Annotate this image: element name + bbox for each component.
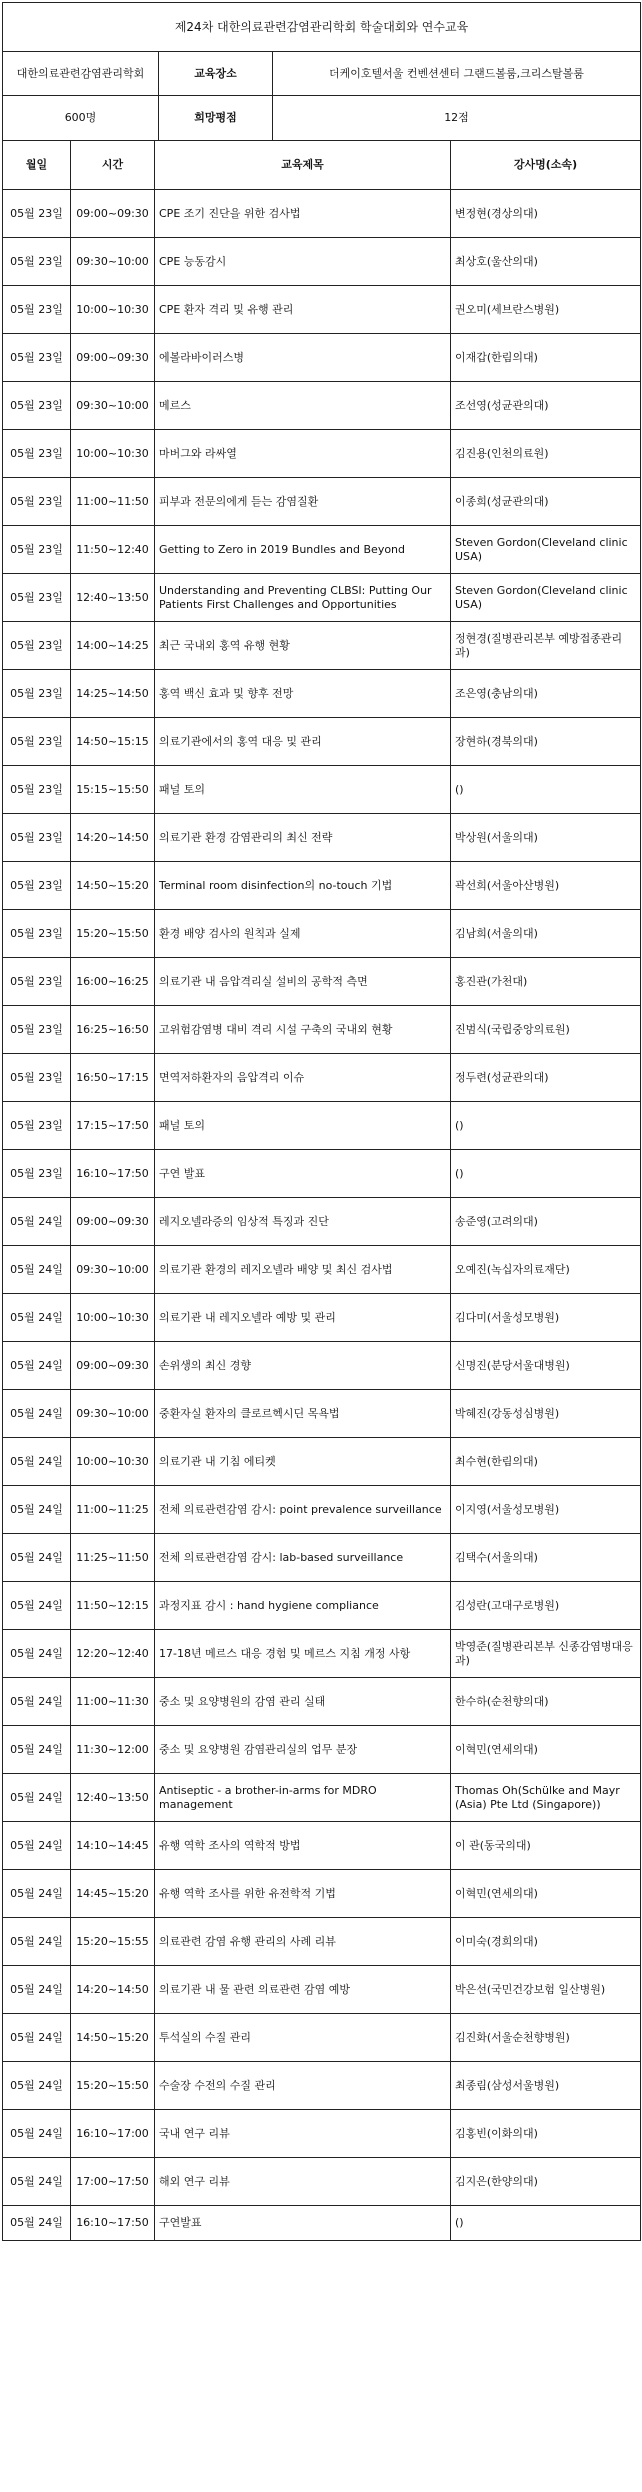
cell-lecturer: 최종림(삼성서울병원) bbox=[451, 2062, 641, 2110]
cell-lecturer: 김진용(인천의료원) bbox=[451, 430, 641, 478]
cell-subject: 국내 연구 리뷰 bbox=[155, 2110, 451, 2158]
table-row bbox=[3, 1438, 641, 1486]
cell-lecturer: 홍진관(가천대) bbox=[451, 958, 641, 1006]
cell-lecturer: 이종희(성균관의대) bbox=[451, 478, 641, 526]
table-row bbox=[3, 1678, 641, 1726]
cell-time: 14:50~15:20 bbox=[71, 862, 155, 910]
cell-subject: 의료기관 환경 감염관리의 최신 전략 bbox=[155, 814, 451, 862]
cell-lecturer: 김남희(서울의대) bbox=[451, 910, 641, 958]
organizer: 대한의료관련감염관리학회 bbox=[3, 52, 159, 96]
cell-lecturer: 한수하(순천향의대) bbox=[451, 1678, 641, 1726]
table-row bbox=[3, 382, 641, 430]
cell-time: 10:00~10:30 bbox=[71, 1294, 155, 1342]
cell-time: 09:30~10:00 bbox=[71, 1246, 155, 1294]
column-header-time: 시간 bbox=[71, 141, 155, 190]
cell-time: 10:00~10:30 bbox=[71, 1438, 155, 1486]
table-row bbox=[3, 286, 641, 334]
cell-lecturer: 이미숙(경희의대) bbox=[451, 1918, 641, 1966]
cell-subject: 환경 배양 검사의 원칙과 실제 bbox=[155, 910, 451, 958]
cell-lecturer: Steven Gordon(Cleveland clinic USA) bbox=[451, 526, 641, 574]
cell-time: 16:25~16:50 bbox=[71, 1006, 155, 1054]
column-header-date: 월일 bbox=[3, 141, 71, 190]
cell-subject: 17-18년 메르스 대응 경험 및 메르스 지침 개정 사항 bbox=[155, 1630, 451, 1678]
cell-subject: CPE 환자 격리 및 유행 관리 bbox=[155, 286, 451, 334]
cell-date: 05월 23일 bbox=[3, 622, 71, 670]
cell-lecturer: 이지영(서울성모병원) bbox=[451, 1486, 641, 1534]
table-row bbox=[3, 670, 641, 718]
cell-time: 09:00~09:30 bbox=[71, 190, 155, 238]
table-row bbox=[3, 1870, 641, 1918]
table-row bbox=[3, 814, 641, 862]
cell-date: 05월 24일 bbox=[3, 1630, 71, 1678]
cell-date: 05월 24일 bbox=[3, 1534, 71, 1582]
cell-subject: 에볼라바이러스병 bbox=[155, 334, 451, 382]
cell-date: 05월 24일 bbox=[3, 1870, 71, 1918]
cell-date: 05월 23일 bbox=[3, 430, 71, 478]
cell-time: 16:50~17:15 bbox=[71, 1054, 155, 1102]
points: 12점 bbox=[273, 96, 641, 141]
cell-date: 05월 23일 bbox=[3, 766, 71, 814]
cell-lecturer: 박상원(서울의대) bbox=[451, 814, 641, 862]
schedule-table bbox=[2, 140, 641, 2241]
cell-subject: 해외 연구 리뷰 bbox=[155, 2158, 451, 2206]
cell-date: 05월 24일 bbox=[3, 1486, 71, 1534]
cell-time: 15:15~15:50 bbox=[71, 766, 155, 814]
cell-lecturer: 변정현(경상의대) bbox=[451, 190, 641, 238]
cell-subject: 레지오넬라증의 임상적 특징과 진단 bbox=[155, 1198, 451, 1246]
cell-date: 05월 23일 bbox=[3, 238, 71, 286]
cell-lecturer: 김성란(고대구로병원) bbox=[451, 1582, 641, 1630]
cell-lecturer: 이혁민(연세의대) bbox=[451, 1870, 641, 1918]
cell-date: 05월 23일 bbox=[3, 526, 71, 574]
cell-subject: 의료기관 내 레지오넬라 예방 및 관리 bbox=[155, 1294, 451, 1342]
cell-date: 05월 24일 bbox=[3, 2158, 71, 2206]
cell-subject: 과정지표 감시 : hand hygiene compliance bbox=[155, 1582, 451, 1630]
cell-time: 14:00~14:25 bbox=[71, 622, 155, 670]
cell-time: 16:00~16:25 bbox=[71, 958, 155, 1006]
table-row bbox=[3, 766, 641, 814]
cell-lecturer: () bbox=[451, 766, 641, 814]
cell-lecturer: 곽선희(서울아산병원) bbox=[451, 862, 641, 910]
cell-date: 05월 24일 bbox=[3, 2206, 71, 2241]
cell-date: 05월 24일 bbox=[3, 1198, 71, 1246]
cell-date: 05월 24일 bbox=[3, 1582, 71, 1630]
cell-time: 11:00~11:30 bbox=[71, 1678, 155, 1726]
cell-time: 12:40~13:50 bbox=[71, 574, 155, 622]
table-row bbox=[3, 1726, 641, 1774]
table-row bbox=[3, 1966, 641, 2014]
cell-subject: 의료기관 환경의 레지오넬라 배양 및 최신 검사법 bbox=[155, 1246, 451, 1294]
cell-subject: 손위생의 최신 경향 bbox=[155, 1342, 451, 1390]
table-row bbox=[3, 1054, 641, 1102]
cell-subject: 유행 역학 조사의 역학적 방법 bbox=[155, 1822, 451, 1870]
cell-time: 09:30~10:00 bbox=[71, 238, 155, 286]
cell-date: 05월 24일 bbox=[3, 1774, 71, 1822]
cell-time: 10:00~10:30 bbox=[71, 430, 155, 478]
table-row bbox=[3, 2206, 641, 2241]
table-row bbox=[3, 1102, 641, 1150]
table-row bbox=[3, 1630, 641, 1678]
cell-lecturer: 진범식(국립중앙의료원) bbox=[451, 1006, 641, 1054]
cell-lecturer: 정두련(성균관의대) bbox=[451, 1054, 641, 1102]
cell-time: 14:10~14:45 bbox=[71, 1822, 155, 1870]
table-row bbox=[3, 1342, 641, 1390]
table-row bbox=[3, 1294, 641, 1342]
cell-subject: 의료기관 내 기침 에티켓 bbox=[155, 1438, 451, 1486]
table-row bbox=[3, 334, 641, 382]
cell-date: 05월 24일 bbox=[3, 1918, 71, 1966]
cell-subject: 의료기관 내 음압격리실 설비의 공학적 측면 bbox=[155, 958, 451, 1006]
cell-date: 05월 24일 bbox=[3, 1246, 71, 1294]
column-header-subject: 교육제목 bbox=[155, 141, 451, 190]
cell-time: 11:25~11:50 bbox=[71, 1534, 155, 1582]
cell-date: 05월 23일 bbox=[3, 862, 71, 910]
cell-date: 05월 23일 bbox=[3, 190, 71, 238]
cell-lecturer: 김다미(서울성모병원) bbox=[451, 1294, 641, 1342]
table-row bbox=[3, 1006, 641, 1054]
table-row bbox=[3, 622, 641, 670]
cell-date: 05월 23일 bbox=[3, 478, 71, 526]
cell-date: 05월 23일 bbox=[3, 1150, 71, 1198]
cell-subject: Getting to Zero in 2019 Bundles and Beyond bbox=[155, 526, 451, 574]
course-title: 제24차 대한의료관련감염관리학회 학술대회와 연수교육 bbox=[3, 3, 641, 52]
venue: 더케이호텔서울 컨벤션센터 그랜드볼룸,크리스탈볼룸 bbox=[273, 52, 641, 96]
cell-time: 09:30~10:00 bbox=[71, 382, 155, 430]
table-row bbox=[3, 1534, 641, 1582]
cell-lecturer: 최상호(울산의대) bbox=[451, 238, 641, 286]
table-row bbox=[3, 1918, 641, 1966]
cell-time: 14:20~14:50 bbox=[71, 814, 155, 862]
course-info-table bbox=[2, 2, 641, 141]
cell-time: 09:00~09:30 bbox=[71, 1198, 155, 1246]
cell-lecturer: 이재갑(한림의대) bbox=[451, 334, 641, 382]
cell-subject: CPE 능동감시 bbox=[155, 238, 451, 286]
cell-time: 09:30~10:00 bbox=[71, 1390, 155, 1438]
table-row bbox=[3, 1390, 641, 1438]
cell-date: 05월 23일 bbox=[3, 670, 71, 718]
cell-date: 05월 23일 bbox=[3, 910, 71, 958]
cell-subject: 투석실의 수질 관리 bbox=[155, 2014, 451, 2062]
cell-subject: 중소 및 요양병원 감염관리실의 업무 분장 bbox=[155, 1726, 451, 1774]
cell-lecturer: 장현하(경북의대) bbox=[451, 718, 641, 766]
cell-subject: 피부과 전문의에게 듣는 감염질환 bbox=[155, 478, 451, 526]
cell-date: 05월 23일 bbox=[3, 286, 71, 334]
table-row bbox=[3, 190, 641, 238]
cell-subject: 홍역 백신 효과 및 향후 전망 bbox=[155, 670, 451, 718]
cell-subject: 마버그와 라싸열 bbox=[155, 430, 451, 478]
cell-time: 15:20~15:50 bbox=[71, 2062, 155, 2110]
cell-subject: 전체 의료관련감염 감시: lab-based surveillance bbox=[155, 1534, 451, 1582]
cell-lecturer: 박영준(질병관리본부 신종감염병대응과) bbox=[451, 1630, 641, 1678]
table-row bbox=[3, 574, 641, 622]
cell-subject: 고위험감염병 대비 격리 시설 구축의 국내외 현황 bbox=[155, 1006, 451, 1054]
table-row bbox=[3, 1150, 641, 1198]
cell-time: 14:50~15:20 bbox=[71, 2014, 155, 2062]
table-row bbox=[3, 862, 641, 910]
cell-date: 05월 23일 bbox=[3, 958, 71, 1006]
cell-subject: Terminal room disinfection의 no-touch 기법 bbox=[155, 862, 451, 910]
cell-subject: 중환자실 환자의 클로르헥시딘 목욕법 bbox=[155, 1390, 451, 1438]
cell-date: 05월 24일 bbox=[3, 1678, 71, 1726]
table-row bbox=[3, 2110, 641, 2158]
cell-lecturer: 김진화(서울순천향병원) bbox=[451, 2014, 641, 2062]
cell-subject: 패널 토의 bbox=[155, 766, 451, 814]
cell-subject: 메르스 bbox=[155, 382, 451, 430]
cell-date: 05월 24일 bbox=[3, 1822, 71, 1870]
table-row bbox=[3, 958, 641, 1006]
cell-lecturer: 신명진(분당서울대병원) bbox=[451, 1342, 641, 1390]
cell-time: 11:30~12:00 bbox=[71, 1726, 155, 1774]
cell-subject: 구연발표 bbox=[155, 2206, 451, 2241]
cell-time: 15:20~15:55 bbox=[71, 1918, 155, 1966]
cell-time: 17:15~17:50 bbox=[71, 1102, 155, 1150]
venue-label: 교육장소 bbox=[159, 52, 273, 96]
cell-lecturer: 김택수(서울의대) bbox=[451, 1534, 641, 1582]
table-row bbox=[3, 526, 641, 574]
cell-lecturer: 김홍빈(이화의대) bbox=[451, 2110, 641, 2158]
cell-lecturer: 오예진(녹십자의료재단) bbox=[451, 1246, 641, 1294]
cell-lecturer: Thomas Oh(Schülke and Mayr (Asia) Pte Ltd (Singapore)) bbox=[451, 1774, 641, 1822]
cell-time: 17:00~17:50 bbox=[71, 2158, 155, 2206]
cell-lecturer: 정현경(질병관리본부 예방접종관리과) bbox=[451, 622, 641, 670]
capacity: 600명 bbox=[3, 96, 159, 141]
cell-date: 05월 24일 bbox=[3, 1726, 71, 1774]
cell-lecturer: 박은선(국민건강보험 일산병원) bbox=[451, 1966, 641, 2014]
cell-subject: 면역저하환자의 음압격리 이슈 bbox=[155, 1054, 451, 1102]
cell-subject: 구연 발표 bbox=[155, 1150, 451, 1198]
cell-subject: 중소 및 요양병원의 감염 관리 실태 bbox=[155, 1678, 451, 1726]
cell-date: 05월 23일 bbox=[3, 1102, 71, 1150]
cell-date: 05월 23일 bbox=[3, 574, 71, 622]
column-header-lecturer: 강사명(소속) bbox=[451, 141, 641, 190]
cell-time: 16:10~17:50 bbox=[71, 2206, 155, 2241]
cell-subject: 전체 의료관련감염 감시: point prevalence surveillance bbox=[155, 1486, 451, 1534]
table-row bbox=[3, 2014, 641, 2062]
cell-time: 12:20~12:40 bbox=[71, 1630, 155, 1678]
cell-subject: Understanding and Preventing CLBSI: Putting Our Patients First Challenges and Opportunities bbox=[155, 574, 451, 622]
cell-time: 11:50~12:15 bbox=[71, 1582, 155, 1630]
cell-date: 05월 23일 bbox=[3, 382, 71, 430]
points-label: 희망평점 bbox=[159, 96, 273, 141]
cell-time: 11:00~11:25 bbox=[71, 1486, 155, 1534]
cell-subject: 최근 국내외 홍역 유행 현황 bbox=[155, 622, 451, 670]
table-row bbox=[3, 1582, 641, 1630]
cell-date: 05월 24일 bbox=[3, 2062, 71, 2110]
cell-date: 05월 23일 bbox=[3, 1006, 71, 1054]
table-row bbox=[3, 430, 641, 478]
cell-lecturer: 조선영(성균관의대) bbox=[451, 382, 641, 430]
cell-lecturer: Steven Gordon(Cleveland clinic USA) bbox=[451, 574, 641, 622]
cell-lecturer: 이 관(동국의대) bbox=[451, 1822, 641, 1870]
cell-lecturer: 송준영(고려의대) bbox=[451, 1198, 641, 1246]
cell-date: 05월 24일 bbox=[3, 1438, 71, 1486]
cell-time: 16:10~17:50 bbox=[71, 1150, 155, 1198]
table-row bbox=[3, 2062, 641, 2110]
cell-lecturer: 박혜진(강동성심병원) bbox=[451, 1390, 641, 1438]
cell-date: 05월 24일 bbox=[3, 1294, 71, 1342]
cell-date: 05월 24일 bbox=[3, 2110, 71, 2158]
table-row bbox=[3, 1486, 641, 1534]
cell-subject: Antiseptic - a brother-in-arms for MDRO management bbox=[155, 1774, 451, 1822]
cell-lecturer: 김지은(한양의대) bbox=[451, 2158, 641, 2206]
table-row bbox=[3, 238, 641, 286]
table-row bbox=[3, 1198, 641, 1246]
cell-lecturer: 권오미(세브란스병원) bbox=[451, 286, 641, 334]
table-row bbox=[3, 1246, 641, 1294]
cell-date: 05월 23일 bbox=[3, 334, 71, 382]
cell-time: 15:20~15:50 bbox=[71, 910, 155, 958]
cell-date: 05월 23일 bbox=[3, 718, 71, 766]
cell-lecturer: () bbox=[451, 2206, 641, 2241]
cell-time: 11:50~12:40 bbox=[71, 526, 155, 574]
cell-date: 05월 24일 bbox=[3, 1390, 71, 1438]
cell-time: 11:00~11:50 bbox=[71, 478, 155, 526]
cell-lecturer: 이혁민(연세의대) bbox=[451, 1726, 641, 1774]
cell-time: 16:10~17:00 bbox=[71, 2110, 155, 2158]
cell-time: 09:00~09:30 bbox=[71, 334, 155, 382]
cell-subject: 유행 역학 조사를 위한 유전학적 기법 bbox=[155, 1870, 451, 1918]
table-row bbox=[3, 718, 641, 766]
cell-date: 05월 24일 bbox=[3, 1342, 71, 1390]
cell-lecturer: 조은영(충남의대) bbox=[451, 670, 641, 718]
table-row bbox=[3, 478, 641, 526]
cell-date: 05월 24일 bbox=[3, 2014, 71, 2062]
cell-date: 05월 23일 bbox=[3, 1054, 71, 1102]
cell-lecturer: () bbox=[451, 1150, 641, 1198]
cell-time: 10:00~10:30 bbox=[71, 286, 155, 334]
cell-subject: 패널 토의 bbox=[155, 1102, 451, 1150]
table-row bbox=[3, 2158, 641, 2206]
cell-time: 12:40~13:50 bbox=[71, 1774, 155, 1822]
cell-lecturer: () bbox=[451, 1102, 641, 1150]
cell-subject: 의료기관 내 물 관련 의료관련 감염 예방 bbox=[155, 1966, 451, 2014]
course-schedule-sheet bbox=[2, 2, 640, 2241]
cell-date: 05월 24일 bbox=[3, 1966, 71, 2014]
cell-time: 14:20~14:50 bbox=[71, 1966, 155, 2014]
cell-date: 05월 23일 bbox=[3, 814, 71, 862]
cell-time: 14:45~15:20 bbox=[71, 1870, 155, 1918]
table-row bbox=[3, 1822, 641, 1870]
cell-subject: CPE 조기 진단을 위한 검사법 bbox=[155, 190, 451, 238]
cell-time: 09:00~09:30 bbox=[71, 1342, 155, 1390]
table-row bbox=[3, 1774, 641, 1822]
cell-time: 14:50~15:15 bbox=[71, 718, 155, 766]
cell-lecturer: 최수현(한림의대) bbox=[451, 1438, 641, 1486]
cell-subject: 수술장 수전의 수질 관리 bbox=[155, 2062, 451, 2110]
cell-subject: 의료관련 감염 유행 관리의 사례 리뷰 bbox=[155, 1918, 451, 1966]
table-row bbox=[3, 910, 641, 958]
schedule-rows bbox=[3, 190, 641, 2241]
cell-subject: 의료기관에서의 홍역 대응 및 관리 bbox=[155, 718, 451, 766]
cell-time: 14:25~14:50 bbox=[71, 670, 155, 718]
